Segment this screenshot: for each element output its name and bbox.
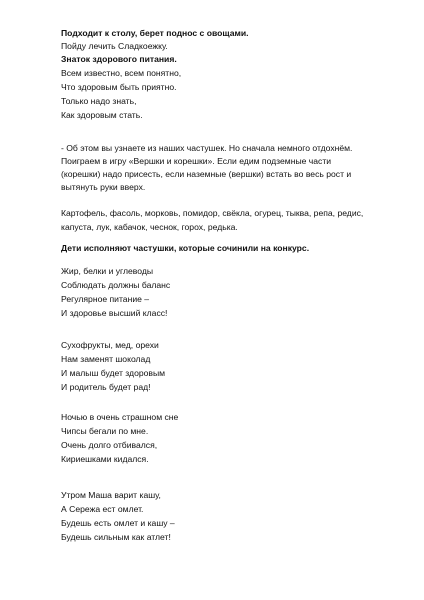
verse-line: Будешь есть омлет и кашу – — [61, 518, 175, 528]
verse-line: И здоровье высший класс! — [61, 308, 168, 318]
poem-line: Всем известно, всем понятно, — [61, 68, 182, 78]
verse-line: Сухофрукты, мед, орехи — [61, 340, 159, 350]
paragraph-line: вытянуть руки вверх. — [61, 182, 146, 192]
poem-line: Как здоровым стать. — [61, 110, 143, 120]
verse-line: Очень долго отбивался, — [61, 440, 158, 450]
stage-direction: Подходит к столу, берет поднос с овощами. — [61, 28, 249, 38]
verse-line: А Сережа ест омлет. — [61, 504, 144, 514]
verse-line: Кириешками кидался. — [61, 454, 149, 464]
role-heading: Знаток здорового питания. — [61, 54, 177, 64]
poem-line: Только надо знать, — [61, 96, 137, 106]
verse-line: Утром Маша варит кашу, — [61, 490, 161, 500]
stage-direction: Дети исполняют частушки, которые сочинили на конкурс. — [61, 243, 310, 253]
paragraph-line: - Об этом вы узнаете из наших частушек. Но сначала немного отдохнём. — [61, 143, 353, 153]
verse-line: Будешь сильным как атлет! — [61, 532, 171, 542]
verse-line: Нам заменят шоколад — [61, 354, 151, 364]
verse-line: Жир, белки и углеводы — [61, 266, 154, 276]
verse-line: Соблюдать должны баланс — [61, 280, 171, 290]
poem-line: Что здоровым быть приятно. — [61, 82, 177, 92]
verse-line: Ночью в очень страшном сне — [61, 412, 179, 422]
paragraph-line: Картофель, фасоль, морковь, помидор, свёкла, огурец, тыква, репа, редис, — [61, 208, 364, 218]
verse-line: Чипсы бегали по мне. — [61, 426, 149, 436]
verse-line: И малыш будет здоровым — [61, 368, 166, 378]
verse-line: И родитель будет рад! — [61, 382, 151, 392]
verse-line: Регулярное питание – — [61, 294, 150, 304]
paragraph-line: капуста, лук, кабачок, чеснок, горох, редька. — [61, 222, 238, 232]
paragraph-line: Поиграем в игру «Вершки и корешки». Если едим подземные части — [61, 156, 332, 166]
paragraph-line: (корешки) надо присесть, если наземные (вершки) встать во весь рост и — [61, 169, 352, 179]
text-line: Пойду лечить Сладкоежку. — [61, 41, 168, 51]
